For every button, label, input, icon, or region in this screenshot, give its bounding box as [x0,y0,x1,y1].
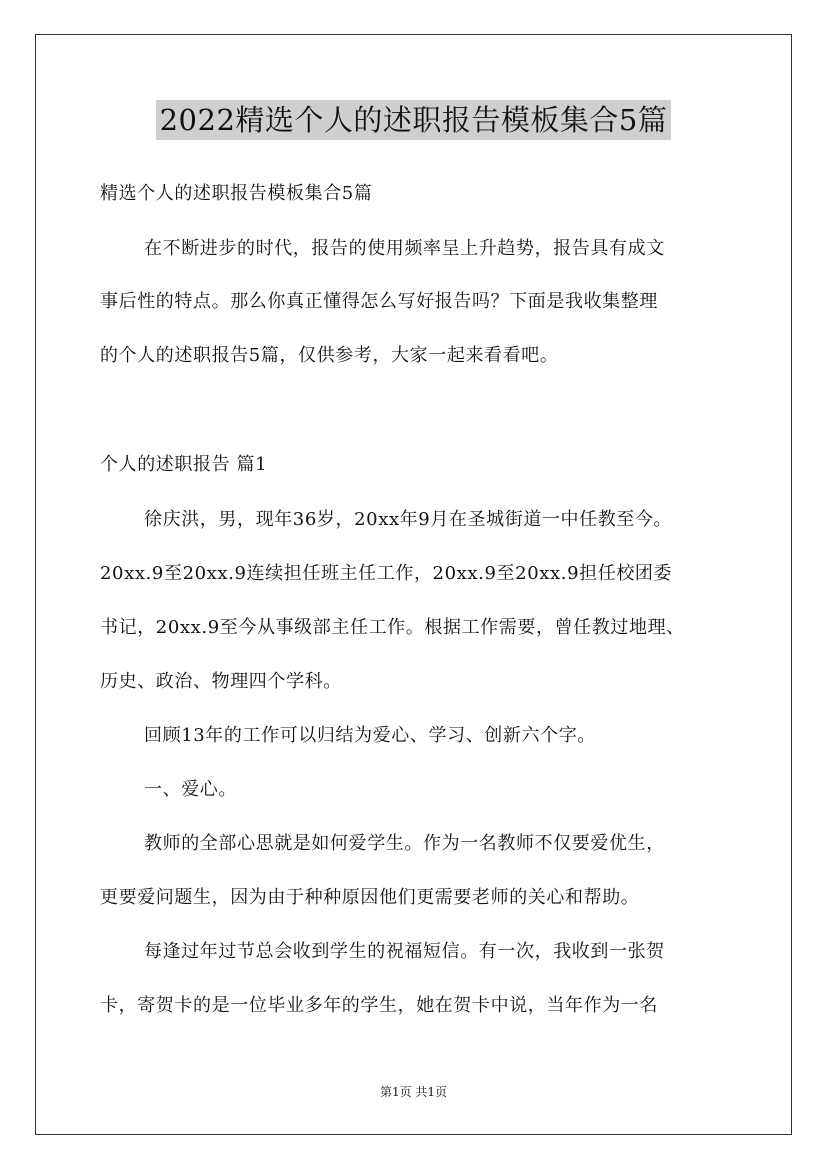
paragraph-line: 徐庆洪，男，现年36岁，20xx年9月在圣城街道一中任教至今。 [144,509,673,530]
document-title-text: 2022精选个人的述职报告模板集合5篇 [156,100,672,140]
document-title [0,100,827,140]
section-heading: 个人的述职报告 篇1 [100,454,268,475]
paragraph-line: 事后性的特点。那么你真正懂得怎么写好报告吗？下面是我收集整理 [100,291,658,312]
paragraph-line: 在不断进步的时代，报告的使用频率呈上升趋势，报告具有成文 [144,238,665,259]
subtitle-line: 精选个人的述职报告模板集合5篇 [100,183,373,204]
paragraph-line: 回顾13年的工作可以归结为爱心、学习、创新六个字。 [144,725,596,746]
paragraph-line: 历史、政治、物理四个学科。 [100,671,342,692]
paragraph-line: 每逢过年过节总会收到学生的祝福短信。有一次，我收到一张贺 [144,941,665,962]
paragraph-line: 的个人的述职报告5篇，仅供参考，大家一起来看看吧。 [100,345,559,366]
paragraph-line: 书记，20xx.9至今从事级部主任工作。根据工作需要，曾任教过地理、 [100,617,685,638]
paragraph-line: 更要爱问题生，因为由于种种原因他们更需要老师的关心和帮助。 [100,887,640,908]
subsection-heading: 一、爱心。 [144,779,237,800]
paragraph-line: 教师的全部心思就是如何爱学生。作为一名教师不仅要爱优生， [144,833,665,854]
page-footer: 第1页 共1页 [379,1085,448,1099]
paragraph-line: 卡，寄贺卡的是一位毕业多年的学生，她在贺卡中说，当年作为一名 [100,995,658,1016]
paragraph-line: 20xx.9至20xx.9连续担任班主任工作，20xx.9至20xx.9担任校团委 [100,563,673,584]
